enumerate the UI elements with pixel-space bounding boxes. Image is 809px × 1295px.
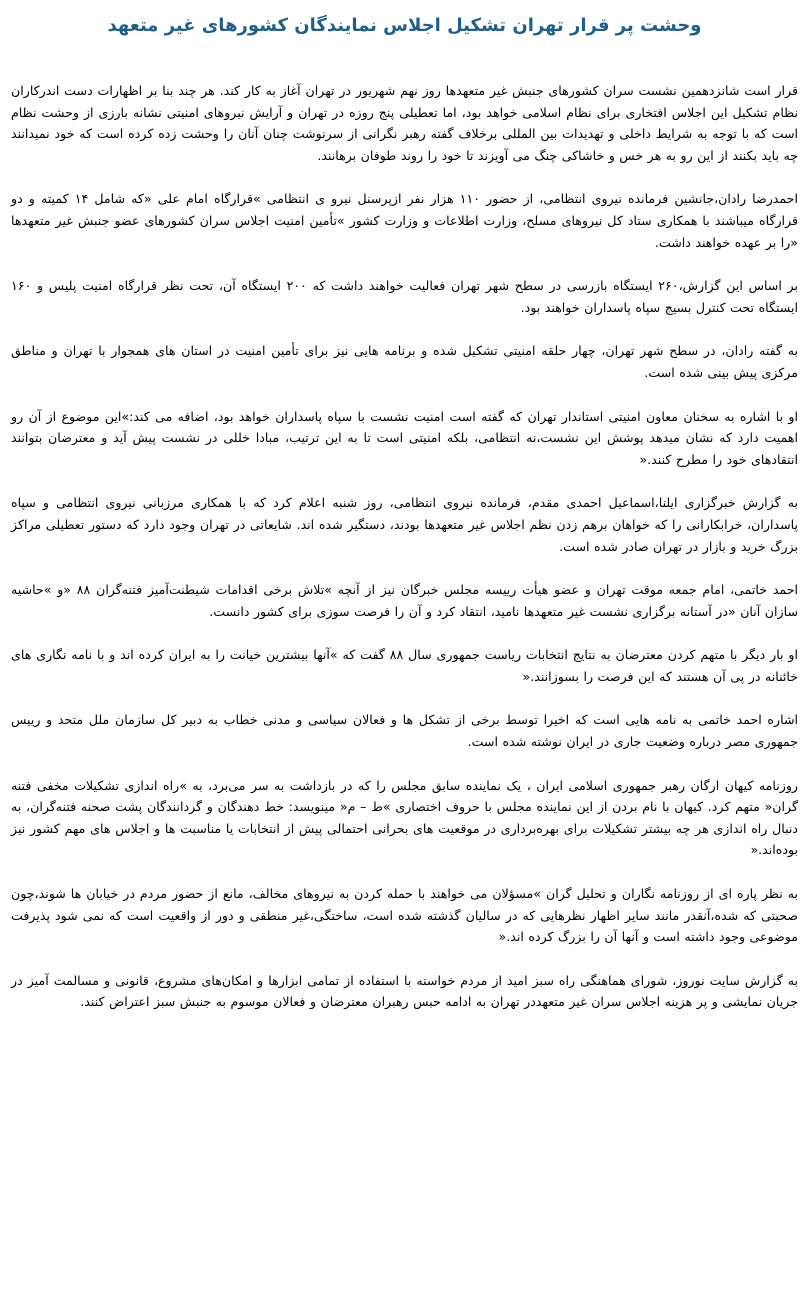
article-paragraph-9: اشاره احمد خاتمی به نامه هایی است که اخیرا توسط برخی از تشکل ها و فعالان سیاسی و مدنی خطاب به دبیر کل سازمان ملل متحد و رییس جمهوری مصر درباره وضعیت جاری در ایران نوشته شده است. (11, 712, 798, 750)
article-paragraph-8: او بار دیگر با متهم کردن معترضان به نتایج انتخابات ریاست جمهوری سال ۸۸ گفت که »آنها بیشترین خیانت را به ایران کرده اند و با نامه نگاری های خائنانه در پی آن هستند که این فرصت را بسوزانند.« (11, 647, 798, 684)
article-body (11, 80, 798, 1013)
article-title: وحشت پر قرار تهران تشکیل اجلاس نمایندگان کشورهای غیر متعهد (107, 15, 702, 36)
article-paragraph-10: روزنامه کیهان ارگان رهبر جمهوری اسلامی ایران ، یک نماینده سابق مجلس را که در بازداشت به سر می‌برد، به »راه اندازی تشکیلات مخفی فتنه گران« متهم کرد. کیهان با نام بردن از این نماینده مجلس با حروف اختصاری »ط – م« مینویسد: خط دهندگان و گردانندگان پشت صحنه فتنه‌گران، به دنبال راه اندازی هر چه بیشتر تشکیلات برای بهره‌برداری در موقعیت های بحرانی احتمالی پیش از انتخابات یا مناسبت ها و اجلاس های مهم کشور نیز بوده‌اند.« (11, 777, 798, 858)
article-paragraph-5: او با اشاره به سخنان معاون امنیتی استاندار تهران که گفته است امنیت نشست با سپاه پاسداران خواهد بود، اضافه می کند:»این موضوع از آن رو اهمیت دارد که نشان میدهد پوشش این نشست،نه انتظامی، بلکه امنیتی است تا به این ترتیب، مبادا خللی در نشست پیش آید و معترضان بتوانند انتقادهای خود را مطرح کنند.« (11, 408, 798, 467)
article-paragraph-12: به گزارش سایت نوروز، شورای هماهنگی راه سبز امید از مردم خواسته با استفاده از تمامی ابزارها و امکان‌های مشروع، قانونی و مسالمت آمیز در جریان نمایشی و پر هزینه اجلاس سران غیر متعهددر تهران به ادامه حبس رهبران معترضان و فعالان موسوم به جنبش سبز اعتراض کنند. (11, 972, 798, 1010)
article-paragraph-3: بر اساس این گزارش،۲۶۰ ایستگاه بازرسی در سطح شهر تهران فعالیت خواهند داشت که ۲۰۰ ایستگاه آن، تحت نظر قرارگاه امنیت پلیس و ۱۶۰ ایستگاه تحت کنترل بسیج سپاه پاسداران خواهند بود. (11, 278, 799, 315)
article-paragraph-6: به گزارش خبرگزاری ایلنا،اسماعیل احمدی مقدم، فرمانده نیروی انتظامی، روز شنبه اعلام کرد که با همکاری مرزبانی نیروی انتظامی و سپاه پاسداران، خرابکارانی را که خواهان برهم زدن نظم اجلاس غیر متعهدها بودند، دستگیر شده اند. شایعاتی در تهران وجود دارد که دستور تعطیلی مراکز بزرگ خرید و بازار در تهران صادر شده است. (11, 495, 798, 554)
article-paragraph-7: احمد خاتمی، امام جمعه موقت تهران و عضو هیأت رییسه مجلس خبرگان نیز از آنچه »تلاش برخی اقدامات شیطنت‌آمیز فتنه‌گران ۸۸ «و »حاشیه سازان آنان «در آستانه برگزاری نشست غیر متعهدها نامید، انتقاد کرد و آن را فرصت سوزی برای کشور دانست. (11, 582, 798, 619)
article-paragraph-2: احمدرضا رادان،جانشین فرمانده نیروی انتظامی، از حضور ۱۱۰ هزار نفر ازپرسنل نیرو ی انتظامی »قرارگاه امام علی «که شامل ۱۴ کمیته و دو قرارگاه میباشند با همکاری ستاد کل نیروهای مسلح، وزارت اطلاعات و وزارت کشور »تأمین امنیت اجلاس سران کشورهای عضو جنبش غیر متعهدها «را بر عهده خواهند داشت. (11, 191, 798, 250)
article-paragraph-1: قرار است شانزدهمین نشست سران کشورهای جنبش غیر متعهدها روز نهم شهریور در تهران آغاز به کار کند. هر چند بنا بر اظهارات دست اندرکاران نظام تشکیل این اجلاس افتخاری برای نظام اسلامی خواهد بود، اما تعطیلی پنج روزه در تهران و آرایش نیروهای امنیتی نشانه بارزی از وحشت نظام است که با توجه به شرایط داخلی و تهدیدات بین المللی برخلاف گفته رهبر نگرانی از سرنوشت چنان آنان را وحشت زده کرده است که خود نمیدانند چه باید بکنند از این رو به هر خس و خاشاکی چنگ می آویزند تا خود را روند طوفان برهانند. (11, 83, 798, 163)
article-paragraph-4: به گفته رادان، در سطح شهر تهران، چهار حلقه امنیتی تشکیل شده و برنامه هایی نیز برای تأمین امنیت در استان های همجوار با تهران و مناطق مرکزی پیش بینی شده است. (11, 343, 798, 380)
article-paragraph-11: به نظر پاره ای از روزنامه نگاران و تحلیل گران »مسؤلان می خواهند با حمله کردن به نیروهای مخالف، مانع از حضور مردم در خیابان ها شوند،چون صحبتی که شده،آنقدر مانند سایر اظهار نظرهایی که در سالیان گذشته شده است، ساختگی،غیر منطقی و دور از واقعیت است که نمی شود پذیرفت موضوعی وجود داشته است و آنها آن را بزرگ کرده اند.« (11, 886, 798, 945)
